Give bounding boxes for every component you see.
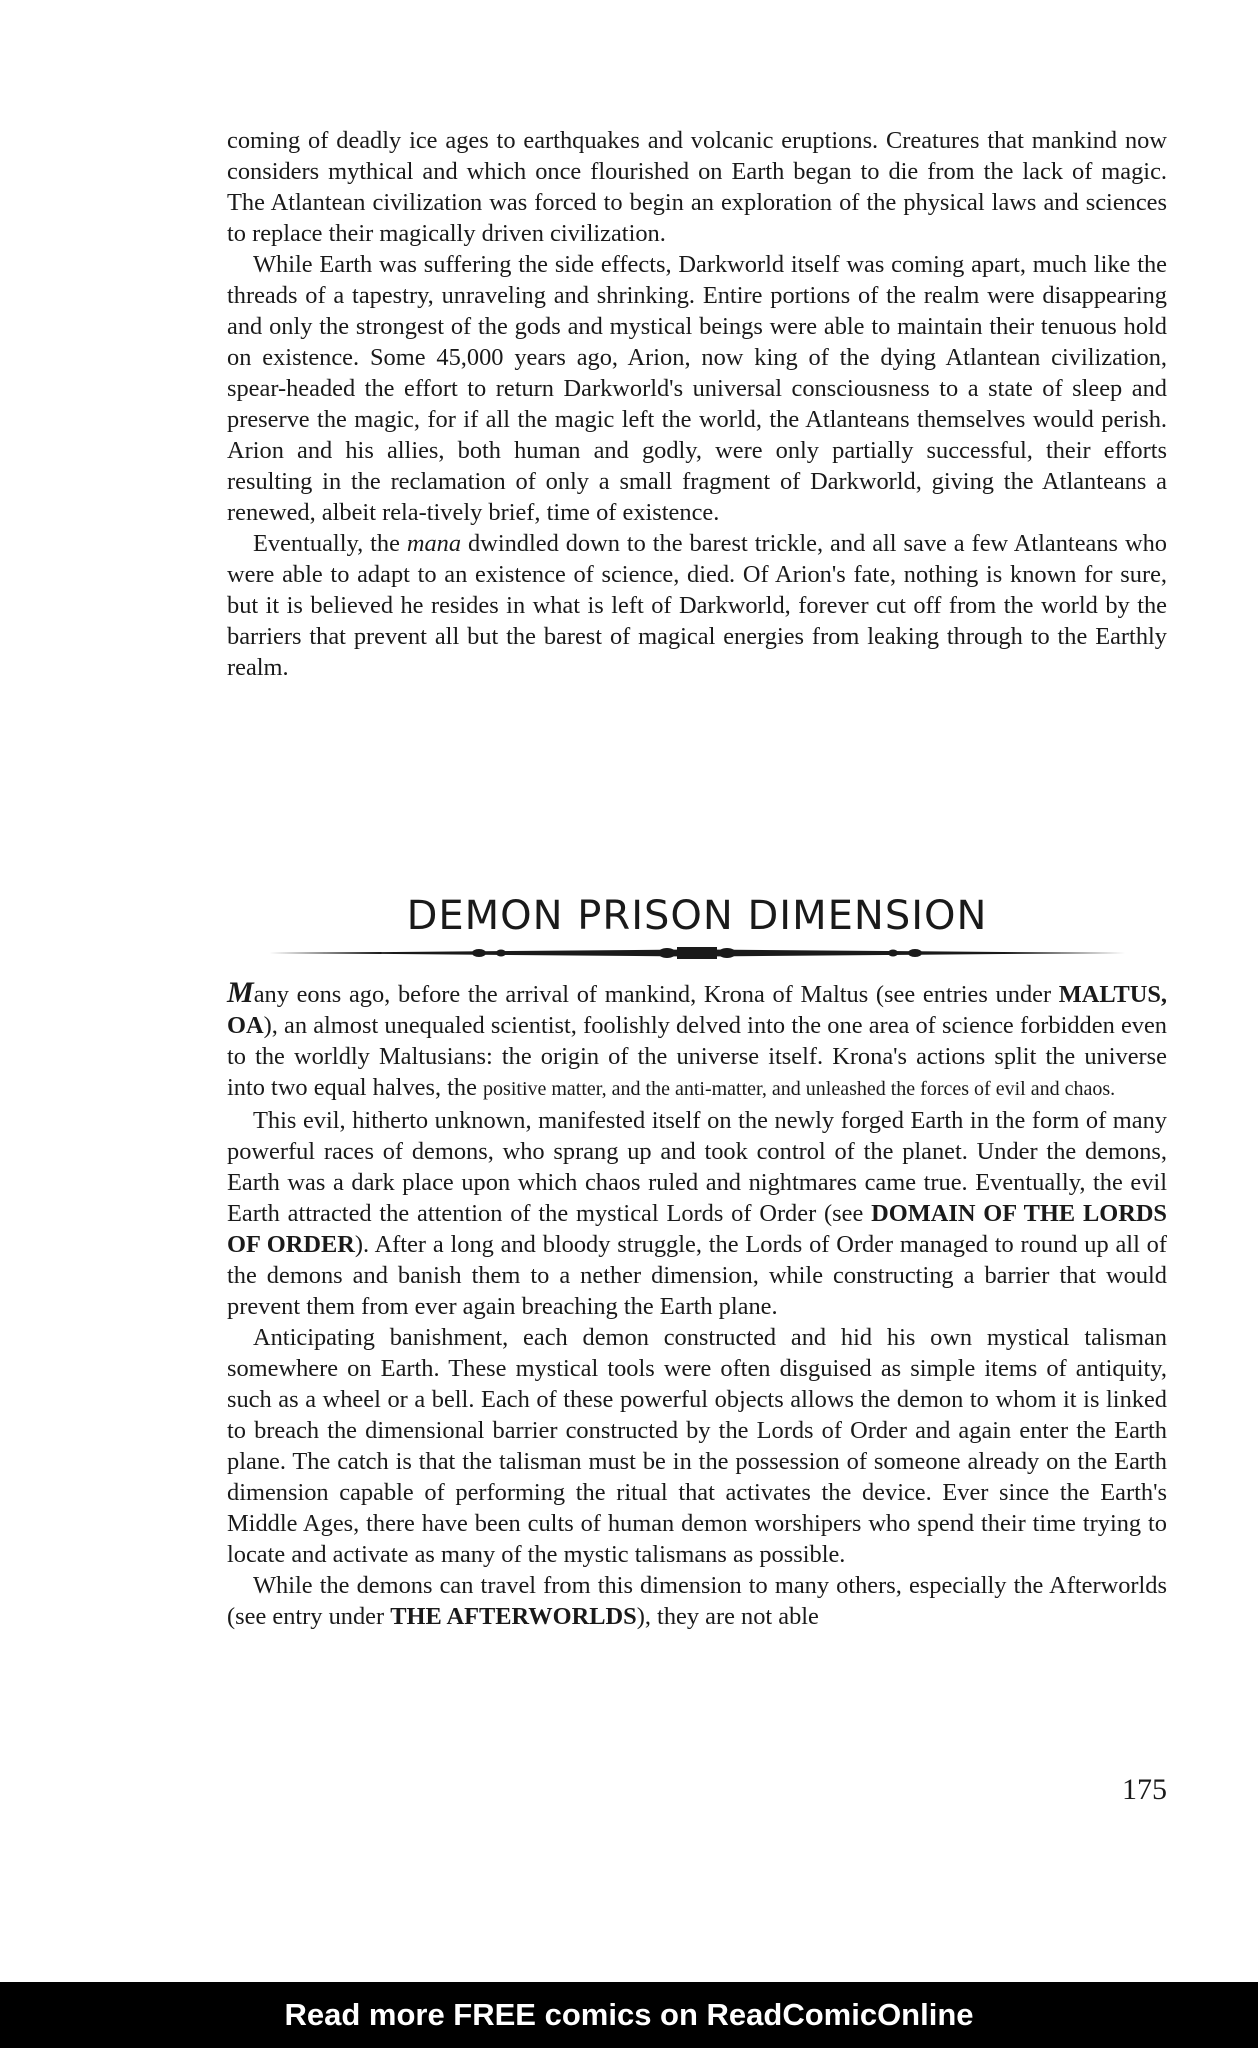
- paragraph-text: positive matter, and the anti-matter, and unleashed the forces of evil and chaos.: [483, 1078, 1116, 1100]
- cross-reference: MALTUS, OA: [227, 981, 1167, 1039]
- paragraph-text: This evil, hitherto unknown, manifested itself on the newly forged Earth in the form of many powerful races of demons, who sprang up and took control of the planet. Under the demons, Earth was a dark place upon which chaos ruled and nightmares came true. Eventually, the evil Earth attracted the attention of the mystical Lords of Order (see: [227, 1107, 1167, 1227]
- paragraph-text: ). After a long and bloody struggle, the Lords of Order managed to round up all of the demons and banish them to a nether dimension, while constructing a barrier that would prevent them from ever again breaching the Earth plane.: [227, 1231, 1167, 1320]
- paragraph-text: ), they are not able: [636, 1603, 819, 1630]
- section-darkworld-text: [227, 125, 1167, 683]
- footer-banner[interactable]: Read more FREE comics on ReadComicOnline: [0, 1982, 1258, 2048]
- paragraph: [227, 528, 1167, 683]
- paragraph: [227, 1570, 1167, 1632]
- cross-reference: THE AFTERWORLDS: [390, 1603, 637, 1630]
- cross-reference: DOMAIN OF THE LORDS OF ORDER: [227, 1200, 1167, 1258]
- paragraph: [227, 1105, 1167, 1322]
- paragraph-text: dwindled down to the barest trickle, and all save a few Atlanteans who were able to adapt to an existence of science, died. Of Arion's fate, nothing is known for sure, but it is believed he resides in what is left of Darkworld, forever cut off from the world by the barriers that prevent all but the barest of magical energies from leaking through to the Earthly realm.: [227, 530, 1167, 681]
- section-heading-block: [227, 888, 1167, 960]
- ornamental-rule: [269, 946, 1125, 960]
- paragraph-text: any eons ago, before the arrival of mankind, Krona of Maltus (see entries under: [253, 981, 1059, 1008]
- page-number: 175: [1122, 1773, 1167, 1806]
- paragraph-text: ), an almost unequaled scientist, foolishly delved into the one area of science forbidden even to the worldly Maltusians: the origin of the universe itself. Krona's actions split the universe into two equal halves, the: [227, 1012, 1167, 1101]
- paragraph-text: While the demons can travel from this dimension to many others, especially the Afterworlds (see entry under: [227, 1572, 1167, 1630]
- paragraph-text: Eventually, the: [253, 530, 407, 557]
- italic-term: mana: [406, 530, 462, 557]
- section-demon-prison-text: [227, 977, 1167, 1632]
- section-heading: DEMON PRISON DIMENSION: [406, 893, 988, 939]
- paragraph: While Earth was suffering the side effects, Darkworld itself was coming apart, much like the threads of a tapestry, unraveling and shrinking. Entire portions of the realm were disappearing and only the strongest of the gods and mystical beings were able to maintain their tenuous hold on existence. Some 45,000 years ago, Arion, now king of the dying Atlantean civilization, spear-headed the effort to return Darkworld's universal consciousness to a state of sleep and preserve the magic, for if all the magic left the world, the Atlanteans themselves would perish. Arion and his allies, both human and godly, were only partially successful, their efforts resulting in the reclamation of only a small fragment of Darkworld, giving the Atlanteans a renewed, albeit rela-tively brief, time of existence.: [227, 251, 1167, 526]
- drop-cap: M: [227, 976, 254, 1009]
- paragraph: Anticipating banishment, each demon constructed and hid his own mystical talisman somewhere on Earth. These mystical tools were often disguised as simple items of antiquity, such as a wheel or a bell. Each of these powerful objects allows the demon to whom it is linked to breach the dimensional barrier constructed by the Lords of Order and again enter the Earth plane. The catch is that the talisman must be in the possession of someone already on the Earth dimension capable of performing the ritual that activates the device. Ever since the Earth's Middle Ages, there have been cults of human demon worshipers who spend their time trying to locate and activate as many of the mystic talismans as possible.: [227, 1324, 1167, 1568]
- paragraph: [227, 977, 1167, 1105]
- paragraph: coming of deadly ice ages to earthquakes and volcanic eruptions. Creatures that mankind now considers mythical and which once flourished on Earth began to die from the lack of magic. The Atlantean civilization was forced to begin an exploration of the physical laws and sciences to replace their magically driven civilization.: [227, 127, 1167, 247]
